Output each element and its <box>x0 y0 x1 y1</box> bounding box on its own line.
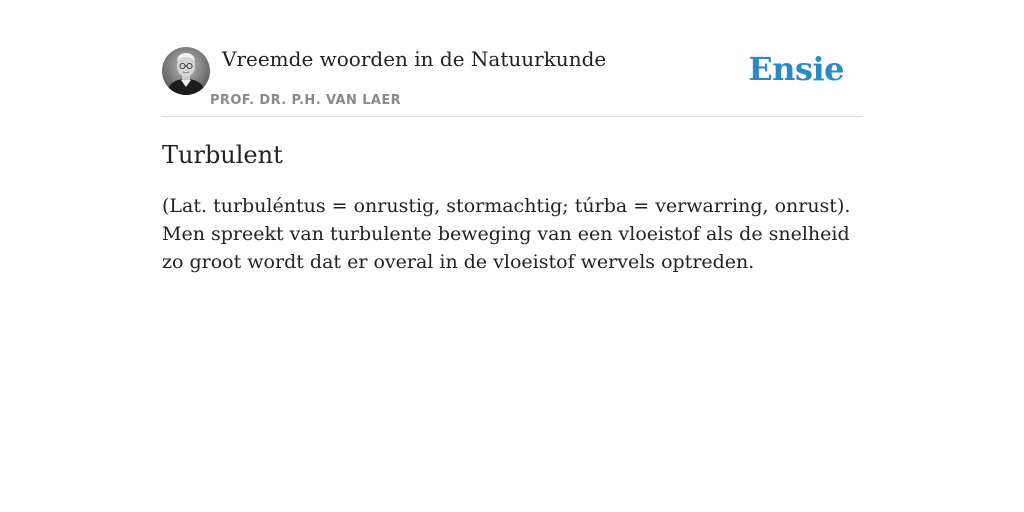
author-portrait-icon <box>162 47 210 95</box>
ensie-logo[interactable]: Ensie <box>748 50 844 88</box>
author-avatar <box>162 47 210 95</box>
book-title[interactable]: Vreemde woorden in de Natuurkunde <box>222 47 607 71</box>
entry-header <box>162 46 862 117</box>
author-name[interactable]: PROF. DR. P.H. VAN LAER <box>210 93 402 108</box>
entry-definition: (Lat. turbuléntus = onrustig, stormachtig; túrba = verwarring, onrust). Men spreekt van turbulente beweging van een vloeistof als de snelheid zo groot wordt dat er overal in de vloeistof wervels optreden. <box>162 195 851 273</box>
entry-title: Turbulent <box>162 141 283 169</box>
